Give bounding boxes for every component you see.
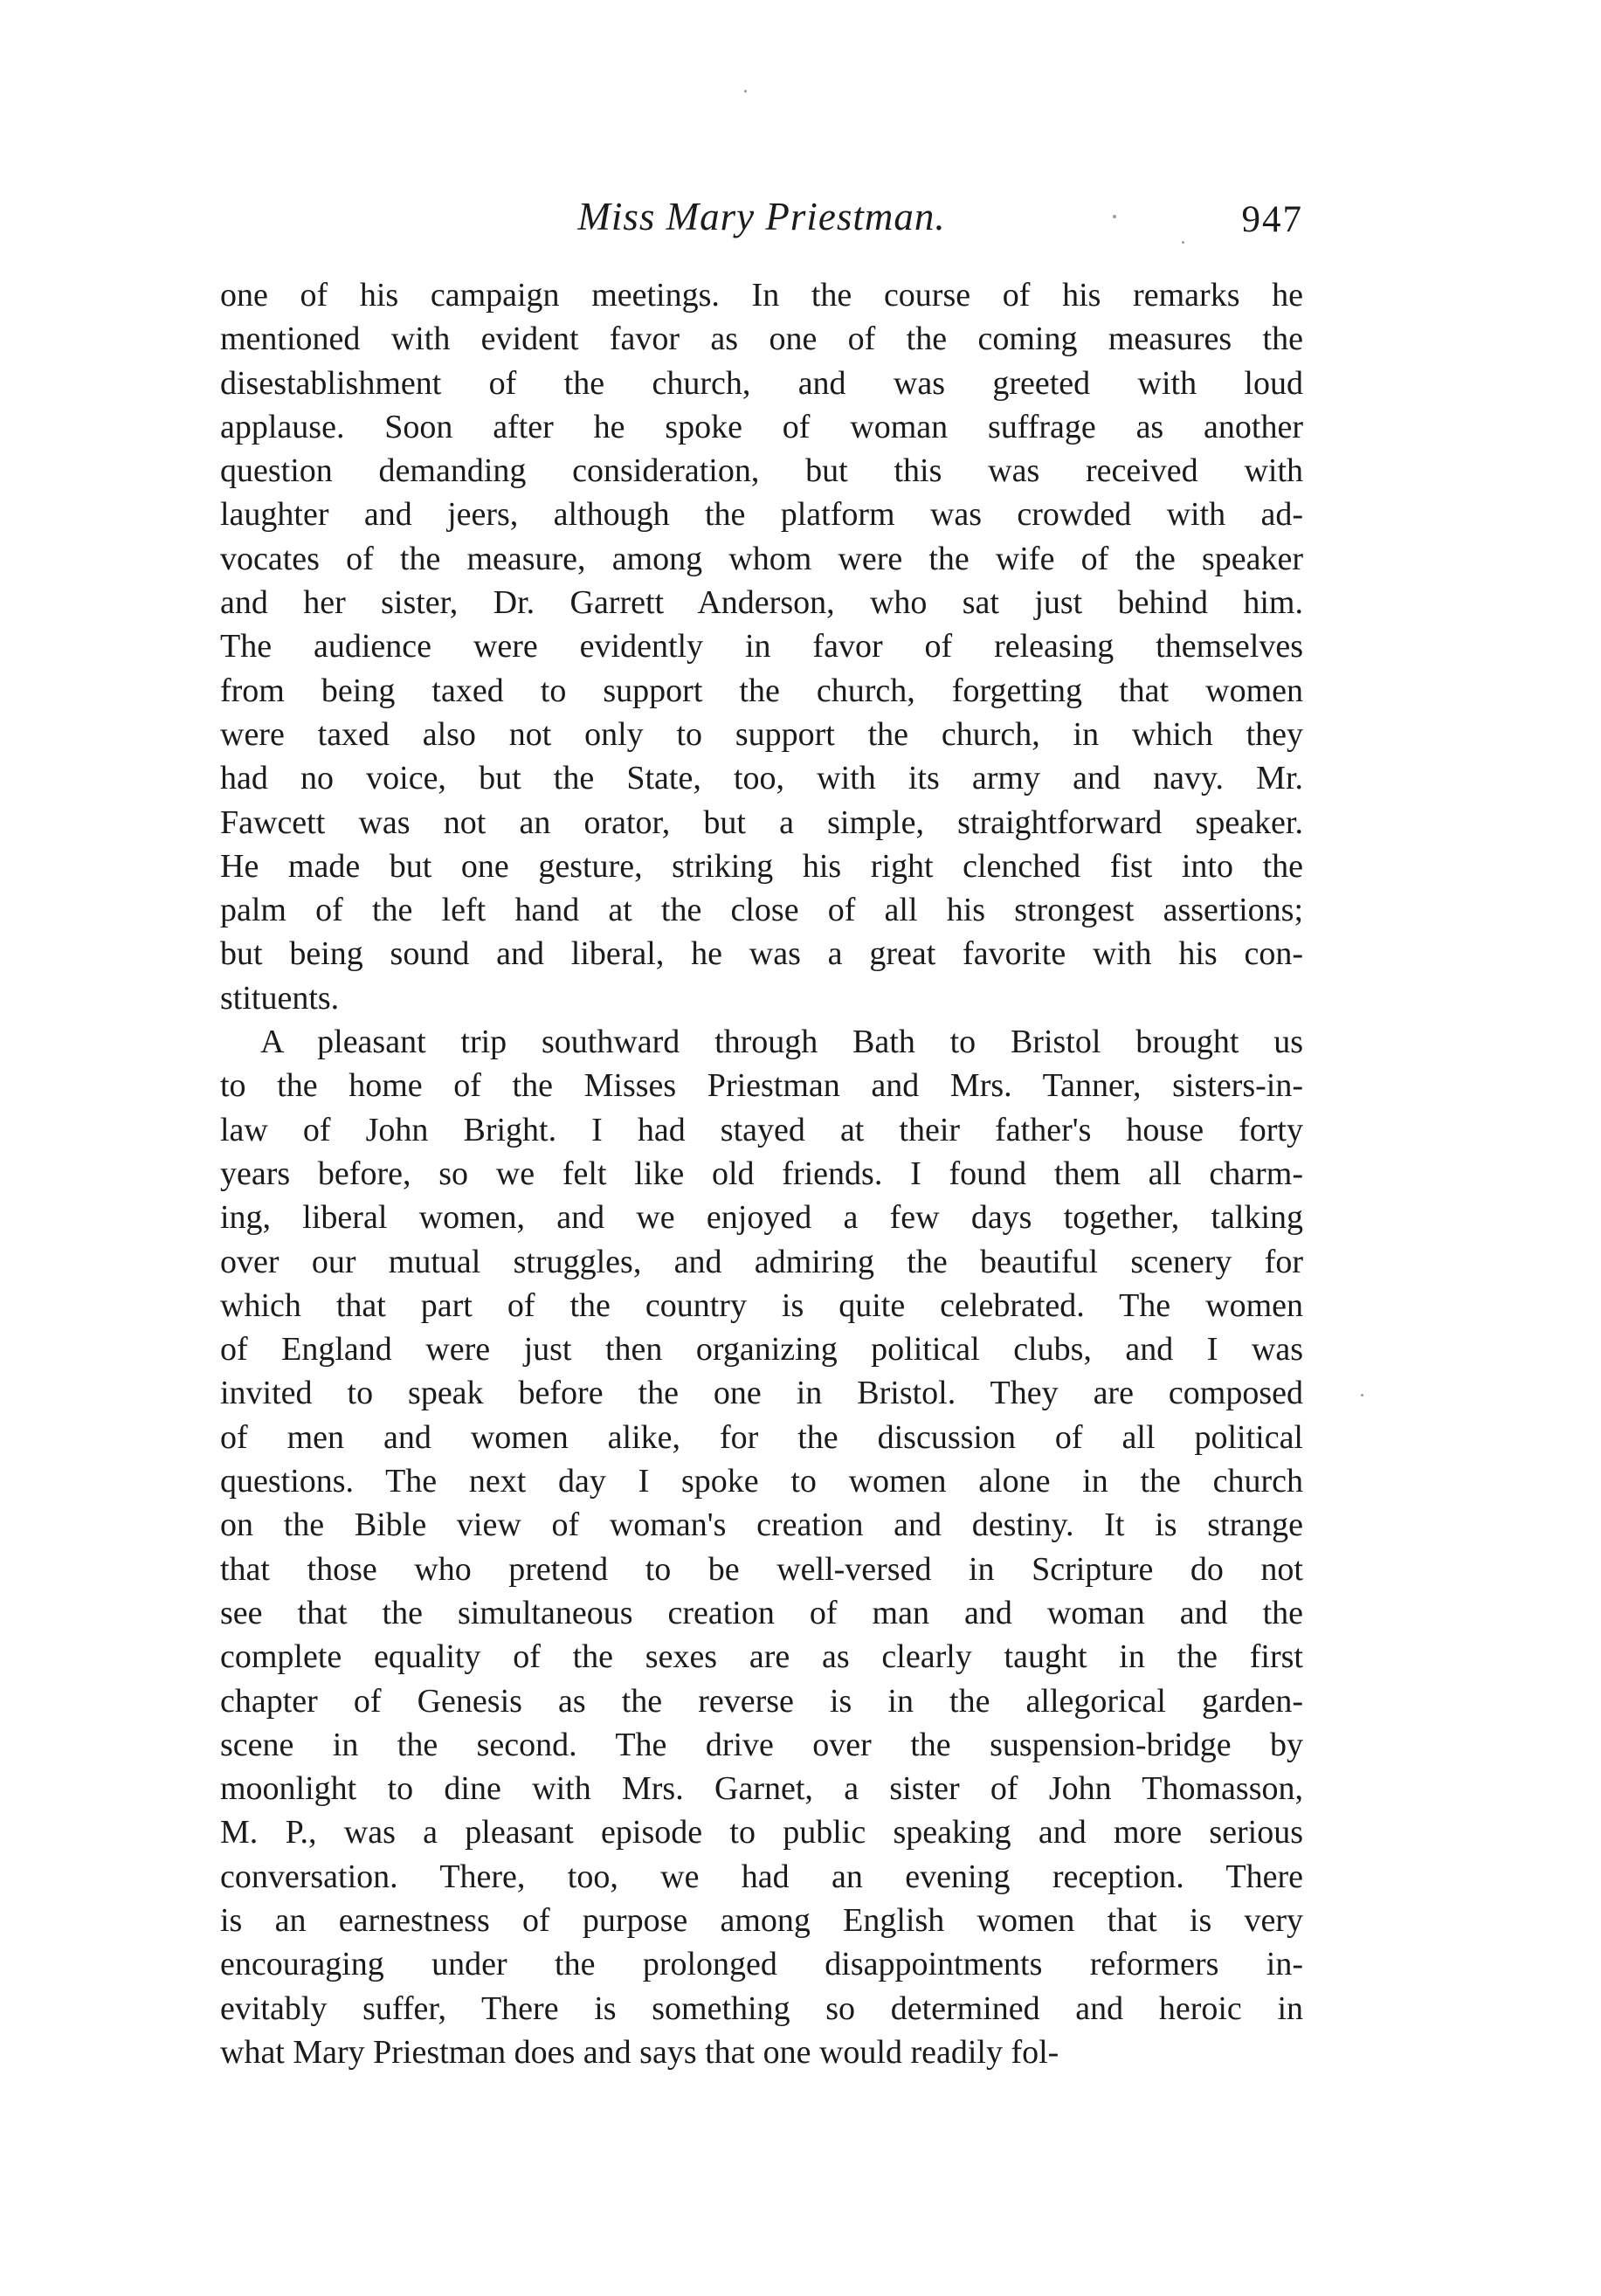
text-line: scene in the second. The drive over the suspension-bridge by	[220, 1726, 1303, 1763]
text-line: M. P., was a pleasant episode to public speaking and more serious	[220, 1814, 1303, 1851]
text-line: of men and women alike, for the discussion of all political	[220, 1418, 1303, 1456]
text-line: complete equality of the sexes are as clearly taught in the first	[220, 1638, 1303, 1676]
text-line: is an earnestness of purpose among English women that is very	[220, 1901, 1303, 1939]
text-line: encouraging under the prolonged disappointments reformers in-	[220, 1946, 1303, 1983]
text-line: Fawcett was not an orator, but a simple, straightforward speaker.	[220, 803, 1303, 841]
text-line: of England were just then organizing political clubs, and I was	[220, 1331, 1303, 1369]
text-line: law of John Bright. I had stayed at their father's house forty	[220, 1111, 1303, 1148]
text-line: which that part of the country is quite celebrated. The women	[220, 1286, 1303, 1324]
page-number: 947	[1241, 199, 1303, 240]
text-line: chapter of Genesis as the reverse is in the allegorical garden-	[220, 1682, 1303, 1720]
text-line: question demanding consideration, but this was received with	[220, 452, 1303, 490]
text-line: palm of the left hand at the close of all his strongest assertions;	[220, 892, 1303, 929]
text-line: and her sister, Dr. Garrett Anderson, who sat just behind him.	[220, 584, 1303, 622]
text-line: what Mary Priestman does and says that one would readily fol-	[220, 2033, 1059, 2071]
text-line: had no voice, but the State, too, with its army and navy. Mr.	[220, 760, 1303, 797]
text-line: on the Bible view of woman's creation and destiny. It is strange	[220, 1507, 1303, 1544]
text-line: laughter and jeers, although the platform was crowded with ad-	[220, 496, 1303, 534]
print-speck	[744, 90, 747, 93]
print-speck	[1361, 1394, 1363, 1396]
running-head	[220, 190, 1303, 252]
text-line: disestablishment of the church, and was greeted with loud	[220, 364, 1303, 402]
text-line: moonlight to dine with Mrs. Garnet, a sister of John Thomasson,	[220, 1770, 1303, 1808]
text-line: A pleasant trip southward through Bath to Bristol brought us	[260, 1024, 1303, 1061]
text-line: see that the simultaneous creation of man and woman and the	[220, 1594, 1303, 1631]
running-title: Miss Mary Priestman.	[577, 195, 946, 238]
print-speck	[1113, 215, 1116, 218]
body-text	[220, 273, 1303, 2074]
text-line: from being taxed to support the church, forgetting that women	[220, 672, 1303, 709]
paragraph	[220, 273, 1303, 1020]
text-line: years before, so we felt like old friends. I found them all charm-	[220, 1155, 1303, 1192]
text-line: mentioned with evident favor as one of the coming measures the	[220, 321, 1303, 358]
text-line: questions. The next day I spoke to women alone in the church	[220, 1463, 1303, 1500]
text-line: to the home of the Misses Priestman and Mrs. Tanner, sisters-in-	[220, 1067, 1303, 1105]
text-line: that those who pretend to be well-versed in Scripture do not	[220, 1550, 1303, 1588]
text-line: conversation. There, too, we had an evening reception. There	[220, 1858, 1303, 1895]
text-line: but being sound and liberal, he was a great favorite with his con-	[220, 935, 1303, 973]
paragraph	[220, 1020, 1303, 2074]
text-line: vocates of the measure, among whom were the wife of the speaker	[220, 540, 1303, 577]
text-line: ing, liberal women, and we enjoyed a few days together, talking	[220, 1199, 1303, 1237]
text-line: one of his campaign meetings. In the course of his remarks he	[220, 277, 1303, 314]
text-line: invited to speak before the one in Bristol. They are composed	[220, 1375, 1303, 1412]
text-line: over our mutual struggles, and admiring the beautiful scenery for	[220, 1243, 1303, 1280]
text-line: applause. Soon after he spoke of woman suffrage as another	[220, 408, 1303, 445]
text-line: He made but one gesture, striking his right clenched fist into the	[220, 847, 1303, 885]
text-line: The audience were evidently in favor of releasing themselves	[220, 628, 1303, 665]
text-line: were taxed also not only to support the church, in which they	[220, 715, 1303, 753]
text-line: stituents.	[220, 979, 340, 1017]
text-line: evitably suffer, There is something so determined and heroic in	[220, 1989, 1303, 2027]
print-speck	[1182, 241, 1184, 244]
